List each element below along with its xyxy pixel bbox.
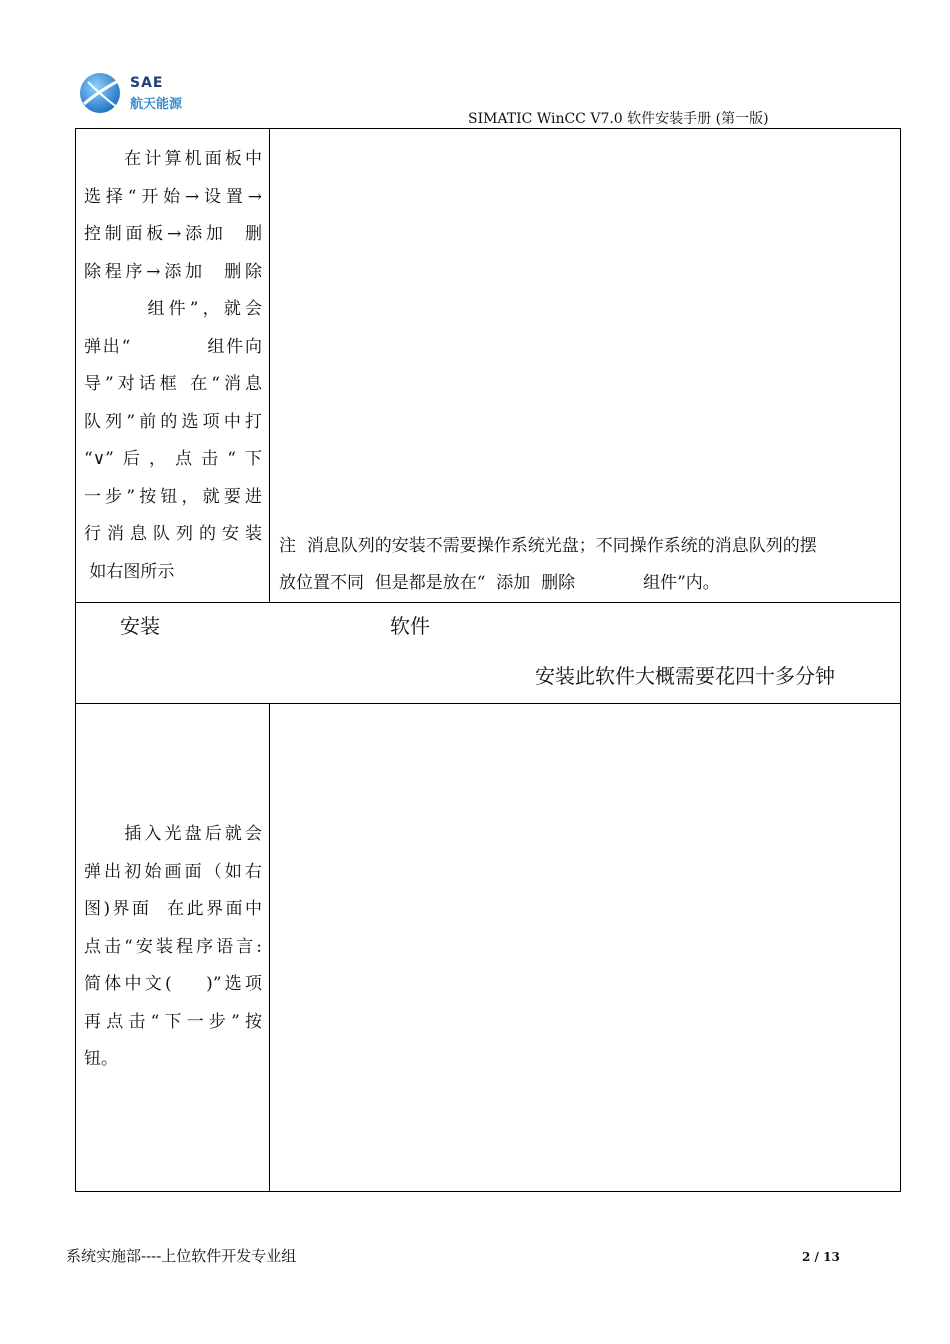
install-steps-table <box>75 128 901 1192</box>
step-message-queue-instructions <box>84 141 262 591</box>
text-line: 一步”按钮，就要进 <box>84 486 262 507</box>
table-divider <box>269 129 270 602</box>
text-line: “∨”后，点击“下 <box>84 449 262 469</box>
text-line: 队列”前的选项中打 <box>84 411 262 432</box>
page-number: 2 / 13 <box>802 1250 840 1264</box>
text-line: 放位置不同 但是都是放在“ 添加 删除 组件”内。 <box>279 573 720 593</box>
section-install-label: 安装 <box>120 614 160 638</box>
table-divider <box>269 703 270 1192</box>
company-logo <box>78 70 198 116</box>
text-line: 导”对话框 在“消息 <box>84 374 262 394</box>
section-software-label: 软件 <box>390 614 430 638</box>
text-line: 再点击“下一步”按 <box>84 1011 262 1032</box>
message-queue-note <box>279 528 897 602</box>
text-line: 控制面板→添加 删 <box>84 224 262 244</box>
document-title: SIMATIC WinCC V7.0 软件安装手册 (第一版) <box>468 111 769 127</box>
text-line: 除程序→添加 删除 <box>84 261 262 282</box>
text-line: 行消息队列的安装 <box>84 524 262 544</box>
table-divider <box>76 703 900 704</box>
step-insert-disc-instructions <box>84 816 262 1079</box>
table-divider <box>76 602 900 603</box>
text-line: 点击“安装程序语言: <box>84 936 262 957</box>
text-line: 如右图所示 <box>84 561 175 582</box>
text-line: 选择“开始→设置→ <box>84 186 262 207</box>
text-line: 简体中文( )”选项 <box>84 974 262 994</box>
text-line: 弹出初始画面（如右 <box>84 861 262 882</box>
text-line: 注 消息队列的安装不需要操作系统光盘；不同操作系统的消息队列的摆 <box>279 536 817 556</box>
install-time-note: 安装此软件大概需要花四十多分钟 <box>535 664 835 688</box>
logo-cn-text: 航天能源 <box>130 97 183 112</box>
text-line: 组件”，就会 <box>84 299 262 319</box>
text-line: 钮。 <box>84 1049 118 1069</box>
logo-globe-icon <box>78 70 128 116</box>
text-line: 弹出“ 组件向 <box>84 336 262 357</box>
footer-department: 系统实施部----上位软件开发专业组 <box>66 1247 297 1265</box>
logo-sae-text: SAE <box>130 75 164 91</box>
text-line: 图)界面 在此界面中 <box>84 899 262 919</box>
text-line: 在计算机面板中 <box>84 149 262 169</box>
text-line: 插入光盘后就会 <box>84 824 262 844</box>
